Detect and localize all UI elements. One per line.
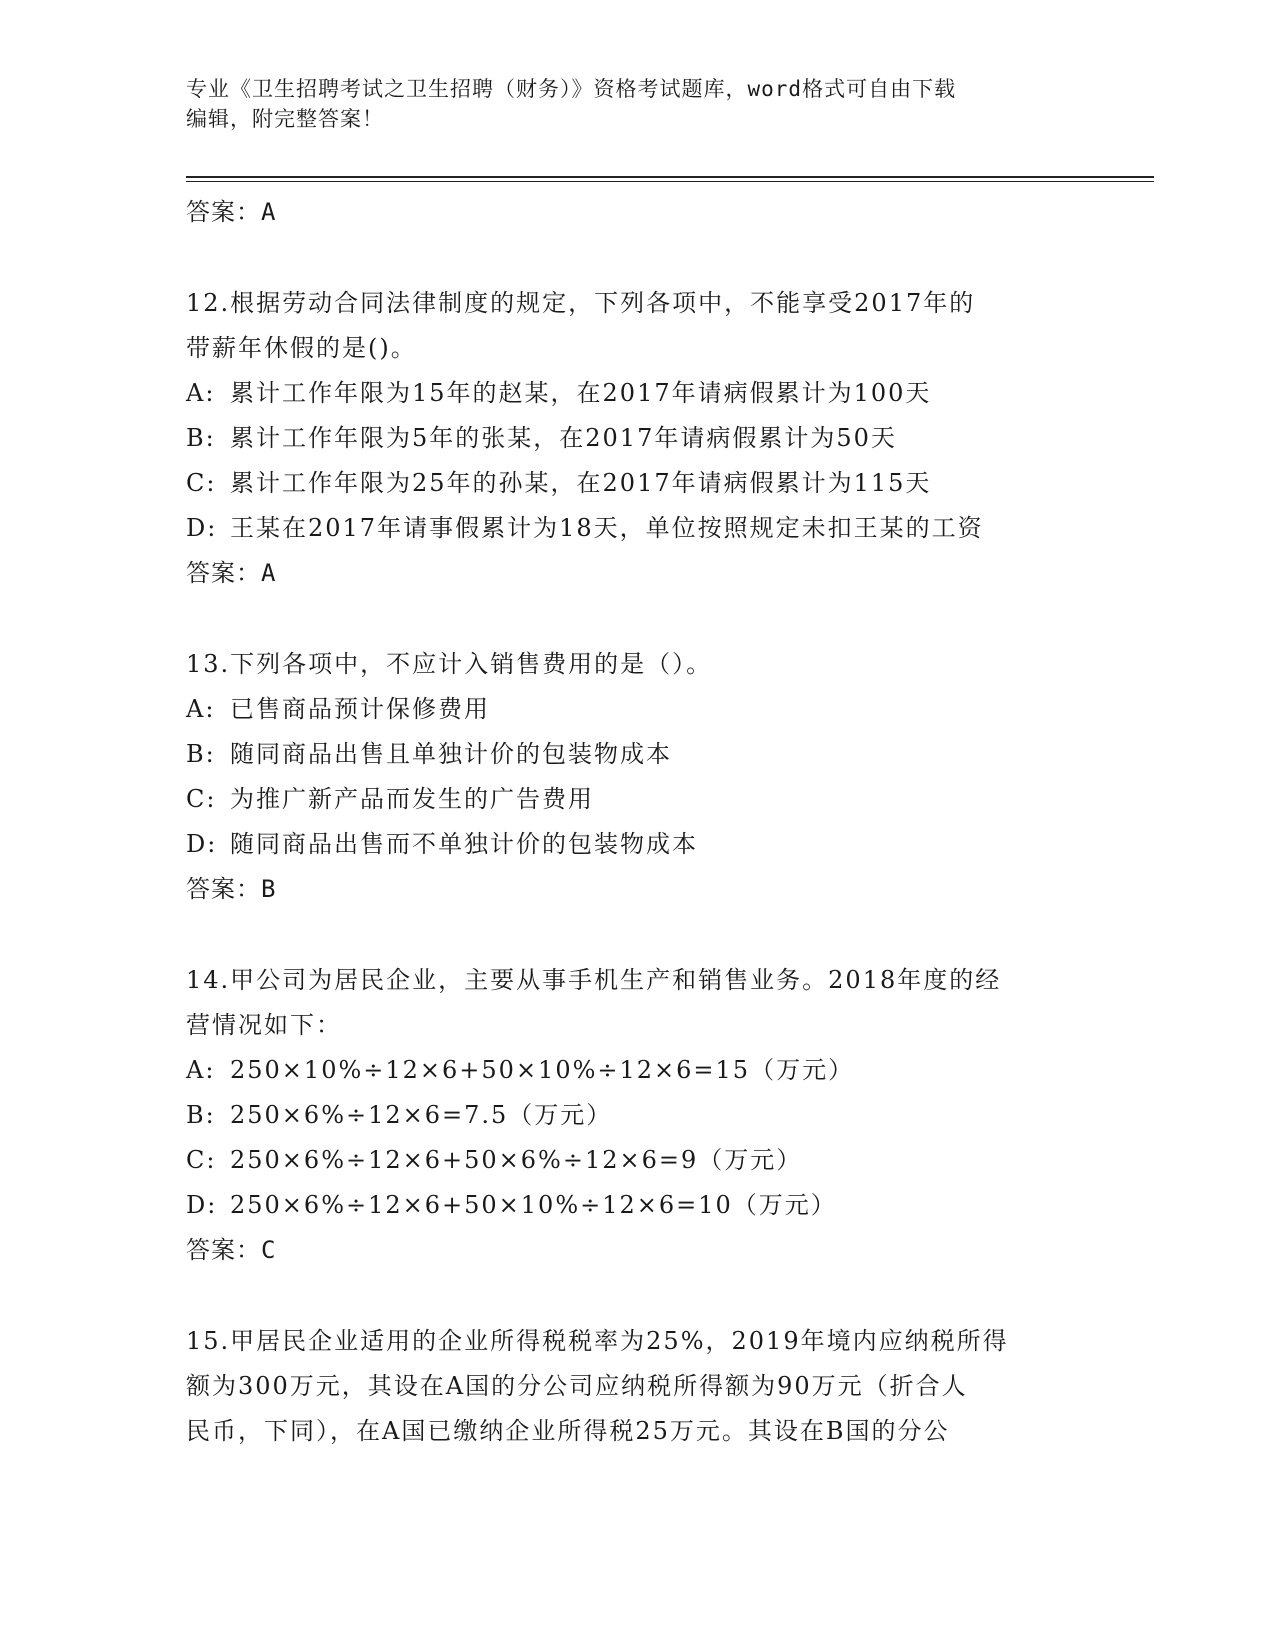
answer-line: 答案：C [186,1236,277,1264]
option-c [186,777,1086,822]
option-a [186,371,1086,416]
option-text: 累计工作年限为5年的张某，在2017年请病假累计为50天 [230,424,897,452]
question-stem-line: 带薪年休假的是()。 [186,334,417,362]
answer-line: 答案：A [186,559,277,587]
option-key: D: [186,514,218,542]
option-key: B: [186,1101,216,1129]
option-d [186,506,1086,551]
option-text: 累计工作年限为25年的孙某，在2017年请病假累计为115天 [230,469,932,497]
question-stem-line: 15.甲居民企业适用的企业所得税税率为25%，2019年境内应纳税所得 [186,1327,1009,1355]
option-b [186,1093,1086,1138]
option-key: B: [186,424,216,452]
option-text: 随同商品出售且单独计价的包装物成本 [230,740,672,768]
option-c [186,1138,1086,1183]
question-stem-line: 14.甲公司为居民企业，主要从事手机生产和销售业务。2018年度的经 [186,966,1002,994]
option-b [186,416,1086,461]
header-divider-thick [186,176,1154,178]
header-line-2: 编辑，附完整答案！ [186,107,384,131]
spacer [186,235,1086,281]
option-text: 累计工作年限为15年的赵某，在2017年请病假累计为100天 [230,379,932,407]
option-key: A: [186,695,216,723]
question-12 [186,281,1086,596]
option-a [186,687,1086,732]
option-d [186,1183,1086,1228]
question-stem-line: 12.根据劳动合同法律制度的规定，下列各项中，不能享受2017年的 [186,289,976,317]
option-text: 随同商品出售而不单独计价的包装物成本 [230,830,698,858]
option-key: C: [186,1146,217,1174]
option-key: C: [186,785,217,813]
question-stem-line: 营情况如下： [186,1011,342,1039]
document-body [186,190,1086,1454]
option-key: D: [186,1191,218,1219]
question-stem-line: 民币，下同），在A国已缴纳企业所得税25万元。其设在B国的分公 [186,1417,950,1445]
option-text: 为推广新产品而发生的广告费用 [230,785,594,813]
option-text: 王某在2017年请事假累计为18天，单位按照规定未扣王某的工资 [230,514,984,542]
option-text: 250×6%÷12×6+50×10%÷12×6=10（万元） [230,1191,837,1219]
question-13 [186,642,1086,912]
header-divider-thin [186,181,1154,182]
option-text: 250×6%÷12×6+50×6%÷12×6=9（万元） [230,1146,803,1174]
answer-line: 答案：B [186,875,277,903]
question-stem-line: 额为300万元，其设在A国的分公司应纳税所得额为90万元（折合人 [186,1372,968,1400]
document-header [186,74,1076,134]
option-b [186,732,1086,777]
option-text: 250×10%÷12×6+50×10%÷12×6=15（万元） [230,1056,855,1084]
spacer [186,912,1086,958]
spacer [186,596,1086,642]
option-d [186,822,1086,867]
option-key: D: [186,830,218,858]
question-stem-line: 13.下列各项中，不应计入销售费用的是（）。 [186,650,713,678]
spacer [186,1273,1086,1319]
option-key: A: [186,1056,216,1084]
question-14 [186,958,1086,1273]
option-key: A: [186,379,216,407]
option-key: C: [186,469,217,497]
option-a [186,1048,1086,1093]
answer-line: 答案：A [186,198,277,226]
option-c [186,461,1086,506]
option-text: 250×6%÷12×6=7.5（万元） [230,1101,613,1129]
option-text: 已售商品预计保修费用 [230,695,490,723]
question-15 [186,1319,1086,1454]
option-key: B: [186,740,216,768]
header-line-1: 专业《卫生招聘考试之卫生招聘（财务）》资格考试题库，word格式可自由下载 [186,77,957,101]
